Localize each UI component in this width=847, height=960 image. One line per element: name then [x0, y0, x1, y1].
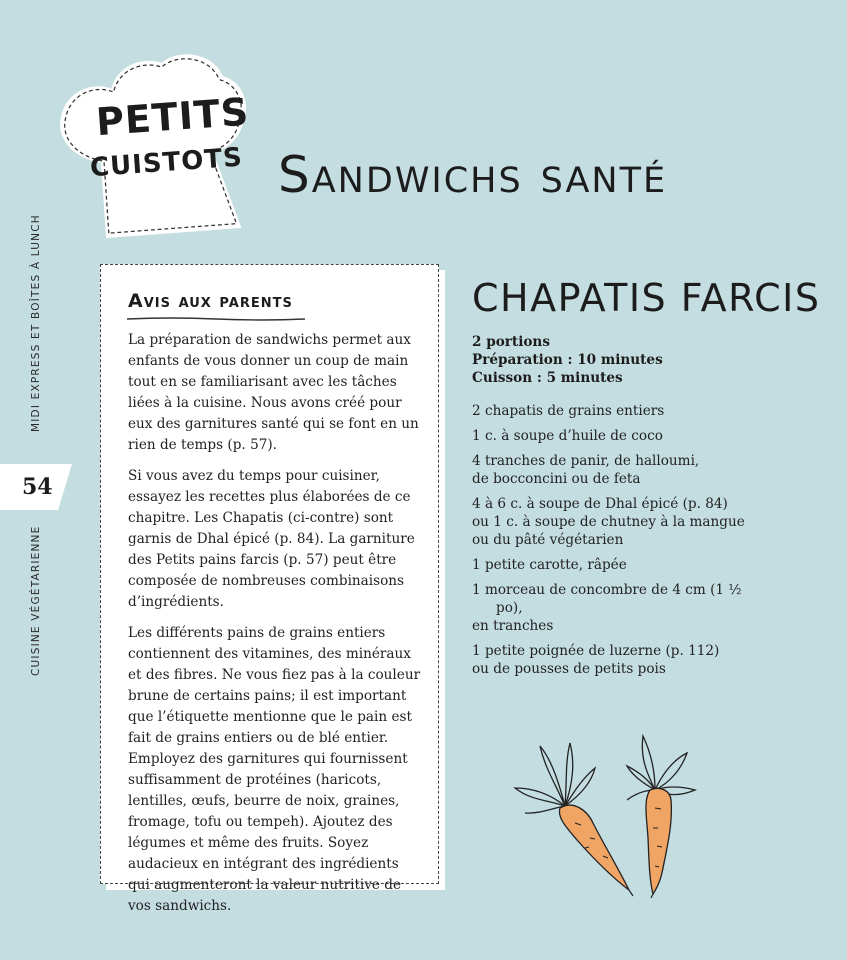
- parents-advice-body: [128, 330, 424, 927]
- carrots-illustration-icon: [505, 728, 705, 898]
- parents-advice-title: Avis aux parents: [128, 290, 293, 312]
- recipe-title: CHAPATIS FARCIS: [472, 276, 821, 320]
- list-item: 4 tranches de panir, de halloumi, de bocconcini ou de feta: [472, 453, 700, 487]
- book-title: CUISINE VÉGÉTARIENNE: [30, 525, 42, 676]
- list-item: 4 à 6 c. à soupe de Dhal épicé (p. 84) ou 1 c. à soupe de chutney à la mangue ou du pâté végétarien: [472, 496, 745, 548]
- badge-line1: PETITS: [94, 89, 251, 145]
- running-header: MIDI EXPRESS ET BOÎTES À LUNCH: [30, 214, 42, 432]
- list-item: 1 petite poignée de luzerne (p. 112) ou de pousses de petits pois: [472, 643, 720, 677]
- title-underline-icon: [126, 316, 306, 322]
- recipe-preparation: Préparation : 10 minutes: [472, 352, 663, 368]
- page-number: 54: [22, 474, 53, 500]
- recipe-portions: 2 portions: [472, 334, 550, 350]
- page-title: Sandwichs santé: [278, 146, 668, 204]
- advice-paragraph: Si vous avez du temps pour cuisiner, essayez les recettes plus élaborées de ce chapitre. Les Chapatis (ci-contre) sont garnis de Dhal épicé (p. 84). La garniture des Petits pains farcis (p. 57) peut être composée de nombreuses combinaisons d’ingrédients.: [128, 468, 415, 610]
- list-item: 2 chapatis de grains entiers: [472, 403, 665, 419]
- list-item: 1 morceau de concombre de 4 cm (1 ½ po), en tranches: [472, 582, 742, 634]
- badge-line2: CUISTOTS: [89, 142, 244, 184]
- recipe-cooking: Cuisson : 5 minutes: [472, 370, 623, 386]
- recipe-meta: [472, 333, 663, 387]
- advice-paragraph: La préparation de sandwichs permet aux enfants de vous donner un coup de main tout en se familiarisant avec les tâches liées à la cuisine. Nous avons créé pour eux des garnitures santé qui se font en un rien de temps (p. 57).: [128, 332, 419, 453]
- list-item: 1 petite carotte, râpée: [472, 557, 627, 573]
- ingredient-list: [472, 402, 772, 685]
- chef-hat-icon: [52, 42, 252, 242]
- advice-paragraph: Les différents pains de grains entiers contiennent des vitamines, des minéraux et des fibres. Ne vous fiez pas à la couleur brune de certains pains; il est important que l’étiquette mentionne que le pain est fait de grains entiers ou de blé entier. Employez des garnitures qui fournissent suffisamment de protéines (haricots, lentilles, œufs, beurre de noix, graines, fromage, tofu ou tempeh). Ajoutez des légumes et même des fruits. Soyez audacieux en intégrant des ingrédients qui augmenteront la valeur nutritive de vos sandwichs.: [128, 625, 421, 914]
- list-item: 1 c. à soupe d’huile de coco: [472, 428, 663, 444]
